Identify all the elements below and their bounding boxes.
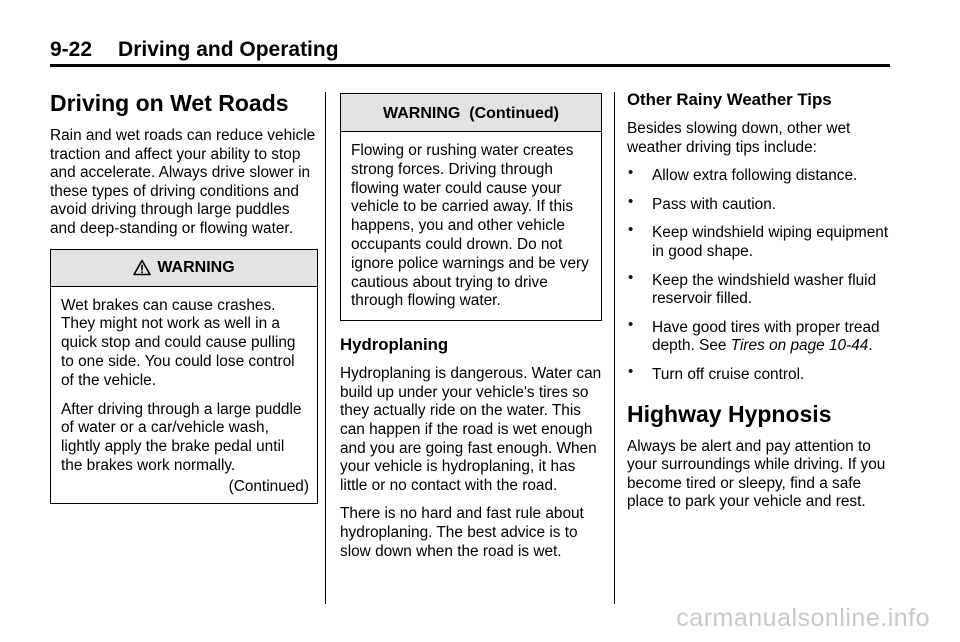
column-divider: [614, 92, 615, 604]
warning-header: WARNING (Continued): [341, 94, 601, 132]
hydroplaning-text: Hydroplaning is dangerous. Water can build up under your vehicle's tires so they actually ride on the water. This can happen if the road is wet enough and you are going fast enough. When your vehicle is hydroplaning, it has little or no contact with the road.: [340, 365, 602, 494]
section-heading-highway-hypnosis: Highway Hypnosis: [627, 400, 832, 427]
bullet-icon: •: [628, 315, 634, 333]
warning-header: [51, 250, 317, 287]
bullet-icon: •: [628, 221, 634, 239]
column-1: [50, 90, 318, 514]
warning-text: Flowing or rushing water creates strong forces. Driving through flowing water could cause your vehicle to be carried away. If this happens, you and other vehicle occupants could drown. Do not ignore police warnings and be very cautious about trying to drive through flowing water.: [351, 142, 589, 310]
watermark: carmanualsonline.info: [676, 604, 930, 632]
column-3: [627, 90, 893, 522]
warning-text: Wet brakes can cause crashes. They might not work as well in a quick stop and could cause pulling to one side. You could lose control of the vehicle.: [61, 296, 296, 389]
highway-hypnosis-text: Always be alert and pay attention to your surroundings while driving. If you become tired or sleepy, find a safe place to park your vehicle and rest.: [627, 437, 886, 511]
wet-roads-intro: Rain and wet roads can reduce vehicle traction and affect your ability to stop and accelerate. Always drive slower in these types of driving conditions and avoid driving through large puddles and deep-standing or flowing water.: [50, 127, 316, 237]
warning-text: After driving through a large puddle of water or a car/vehicle wash, lightly apply the brake pedal until the brakes work normally.: [61, 400, 302, 474]
bullet-icon: •: [628, 164, 634, 182]
list-item: • Keep the windshield washer fluid reservoir filled.: [628, 268, 877, 308]
list-item: • Have good tires with proper tread depth. See Tires on page 10-44.: [628, 315, 880, 355]
warning-triangle-icon: [133, 254, 151, 290]
list-item: • Keep windshield wiping equipment in good shape.: [628, 221, 889, 260]
section-heading-hydroplaning: Hydroplaning: [340, 335, 449, 355]
list-item: • Turn off cruise control.: [628, 362, 805, 383]
page-header: [50, 37, 339, 63]
tips-list: [627, 164, 893, 384]
section-heading-wet-roads: Driving on Wet Roads: [50, 90, 289, 116]
bullet-icon: •: [628, 192, 634, 210]
cross-reference-link[interactable]: Tires on page 10-44: [730, 337, 869, 355]
rainy-tips-intro: Besides slowing down, other wet weather driving tips include:: [627, 120, 851, 156]
bullet-icon: •: [628, 268, 634, 286]
section-title: Driving and Operating: [118, 38, 339, 61]
warning-box: [50, 249, 318, 504]
header-rule: [50, 64, 890, 67]
page-number: 9-22: [50, 38, 93, 61]
column-2: [340, 93, 602, 571]
column-divider: [325, 92, 326, 604]
list-item: • Pass with caution.: [628, 192, 777, 213]
warning-body: [341, 132, 601, 320]
continued-note: (Continued): [228, 477, 309, 495]
bullet-icon: •: [628, 362, 634, 380]
warning-box-continued: [340, 93, 602, 321]
list-item: • Allow extra following distance.: [628, 164, 858, 185]
warning-heading: WARNING: [157, 258, 235, 276]
hydroplaning-advice: There is no hard and fast rule about hydroplaning. The best advice is to slow down when the road is wet.: [340, 505, 584, 560]
section-heading-rainy-tips: Other Rainy Weather Tips: [627, 90, 832, 109]
warning-body: [51, 287, 317, 503]
